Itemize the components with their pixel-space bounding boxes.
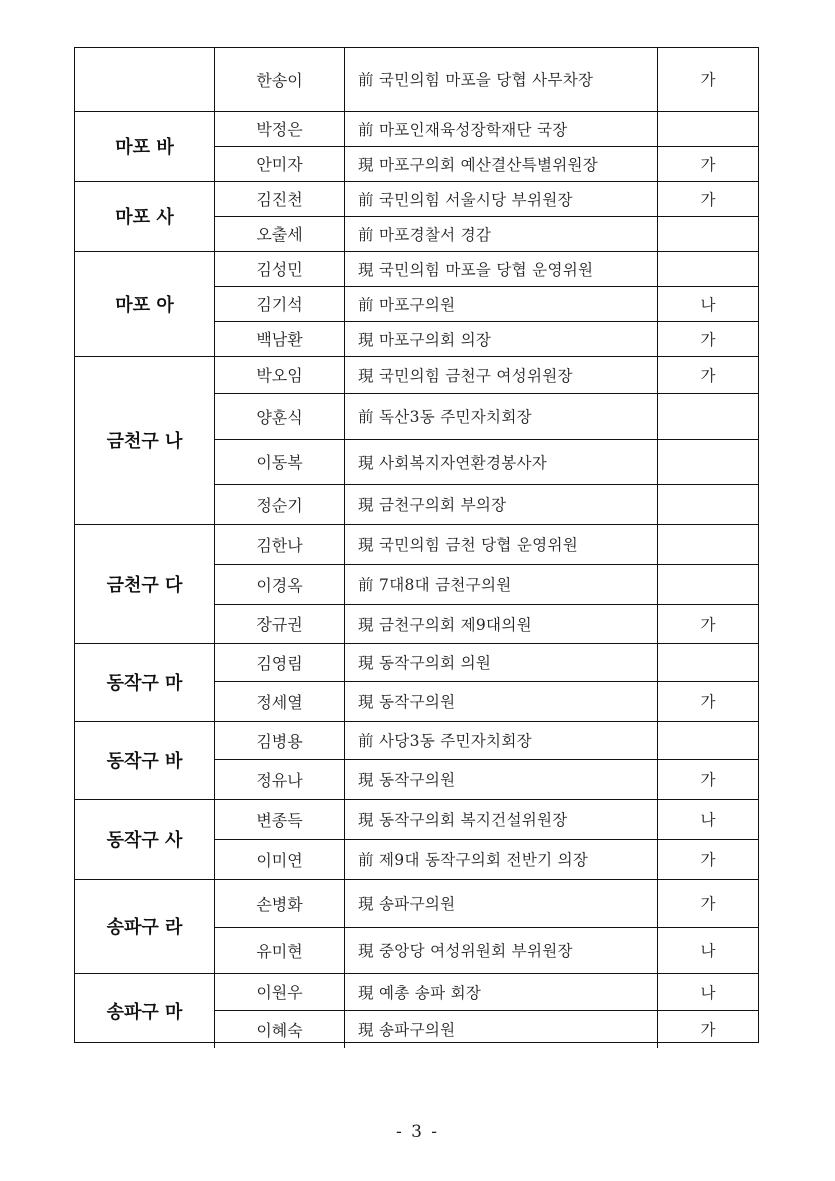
candidate-name: 변종득 (215, 799, 345, 839)
candidate-name: 정순기 (215, 484, 345, 524)
mark-cell (658, 564, 758, 604)
career-text: 現 국민의힘 금천구 여성위원장 (345, 356, 658, 393)
district-label: 금천구 나 (75, 356, 215, 524)
mark-cell: 가 (700, 895, 716, 913)
page-number: - 3 - (395, 1122, 440, 1142)
mark-cell (658, 251, 758, 286)
row-divider (215, 439, 758, 440)
candidate-table (74, 47, 759, 1043)
candidate-name: 장규권 (215, 604, 345, 643)
district-label: 동작구 마 (75, 643, 215, 721)
career-text: 現 사회복지자연환경봉사자 (345, 439, 658, 484)
row-divider (215, 839, 758, 840)
mark-cell: 나 (700, 811, 716, 829)
career-text: 前 제9대 동작구의회 전반기 의장 (345, 839, 658, 879)
row-divider (215, 393, 758, 394)
mark-cell: 가 (700, 190, 716, 209)
row-divider (215, 604, 758, 605)
candidate-name: 김진천 (215, 181, 345, 216)
candidate-name: 백남환 (215, 321, 345, 356)
career-text: 前 국민의힘 마포을 당협 사무차장 (345, 47, 658, 111)
row-divider (215, 216, 758, 217)
career-text: 前 마포인재육성장학재단 국장 (345, 111, 658, 146)
mark-cell (658, 484, 758, 524)
candidate-name: 김영림 (215, 643, 345, 681)
career-text: 現 마포구의회 의장 (345, 321, 658, 356)
candidate-name: 박오임 (215, 356, 345, 393)
candidate-name: 이혜숙 (215, 1010, 345, 1048)
row-divider (215, 681, 758, 682)
career-text: 現 동작구의회 복지건설위원장 (345, 799, 658, 839)
career-text: 現 금천구의회 부의장 (345, 484, 658, 524)
mark-cell: 가 (700, 155, 716, 174)
row-divider (215, 286, 758, 287)
candidate-name: 김성민 (215, 251, 345, 286)
mark-cell: 나 (700, 942, 716, 960)
mark-cell: 가 (700, 693, 716, 711)
mark-cell: 가 (700, 615, 716, 634)
mark-cell (658, 439, 758, 484)
candidate-name: 김기석 (215, 286, 345, 321)
candidate-name: 안미자 (215, 146, 345, 181)
career-text: 現 국민의힘 금천 당협 운영위원 (345, 524, 658, 564)
career-text: 現 예총 송파 회장 (345, 973, 658, 1010)
candidate-name: 이원우 (215, 973, 345, 1010)
mark-cell (658, 216, 758, 251)
career-text: 現 송파구의원 (345, 879, 658, 927)
mark-cell: 가 (700, 366, 716, 385)
candidate-name: 오출세 (215, 216, 345, 251)
district-label: 동작구 사 (75, 799, 215, 879)
career-text: 現 동작구의회 의원 (345, 643, 658, 681)
career-text: 前 7대8대 금천구의원 (345, 564, 658, 604)
mark-cell (658, 393, 758, 439)
mark-cell (658, 524, 758, 564)
district-label: 마포 사 (75, 181, 215, 251)
district-label (75, 47, 215, 111)
candidate-name: 한송이 (215, 47, 345, 111)
candidate-name: 이미연 (215, 839, 345, 879)
row-divider (215, 321, 758, 322)
career-text: 現 금천구의회 제9대의원 (345, 604, 658, 643)
mark-cell: 가 (700, 771, 716, 789)
mark-cell (658, 643, 758, 681)
career-text: 前 마포경찰서 경감 (345, 216, 658, 251)
mark-cell: 나 (700, 295, 716, 314)
mark-cell: 가 (700, 1021, 716, 1039)
mark-cell: 가 (700, 330, 716, 349)
row-divider (215, 927, 758, 928)
career-text: 前 독산3동 주민자치회장 (345, 393, 658, 439)
row-divider (215, 146, 758, 147)
district-label: 동작구 바 (75, 721, 215, 799)
mark-cell (658, 721, 758, 759)
district-label: 금천구 다 (75, 524, 215, 643)
candidate-name: 박정은 (215, 111, 345, 146)
row-divider (215, 1010, 758, 1011)
candidate-name: 손병화 (215, 879, 345, 927)
career-text: 現 국민의힘 마포을 당협 운영위원 (345, 251, 658, 286)
district-label: 마포 바 (75, 111, 215, 181)
row-divider (215, 564, 758, 565)
career-text: 現 동작구의원 (345, 681, 658, 721)
candidate-name: 이경옥 (215, 564, 345, 604)
career-text: 前 사당3동 주민자치회장 (345, 721, 658, 759)
district-label: 송파구 라 (75, 879, 215, 973)
career-text: 現 동작구의원 (345, 759, 658, 799)
mark-cell (658, 111, 758, 146)
candidate-name: 이동복 (215, 439, 345, 484)
district-label: 송파구 마 (75, 973, 215, 1048)
mark-cell: 나 (700, 983, 716, 1002)
candidate-name: 김한나 (215, 524, 345, 564)
career-text: 前 마포구의원 (345, 286, 658, 321)
candidate-name: 김병용 (215, 721, 345, 759)
career-text: 現 마포구의회 예산결산특별위원장 (345, 146, 658, 181)
candidate-name: 정유나 (215, 759, 345, 799)
candidate-name: 정세열 (215, 681, 345, 721)
career-text: 前 국민의힘 서울시당 부위원장 (345, 181, 658, 216)
career-text: 現 중앙당 여성위원회 부위원장 (345, 927, 658, 973)
mark-cell: 가 (700, 851, 716, 869)
candidate-name: 양훈식 (215, 393, 345, 439)
row-divider (215, 484, 758, 485)
district-label: 마포 아 (75, 251, 215, 356)
row-divider (215, 759, 758, 760)
career-text: 現 송파구의원 (345, 1010, 658, 1048)
candidate-name: 유미현 (215, 927, 345, 973)
mark-cell: 가 (700, 71, 716, 89)
